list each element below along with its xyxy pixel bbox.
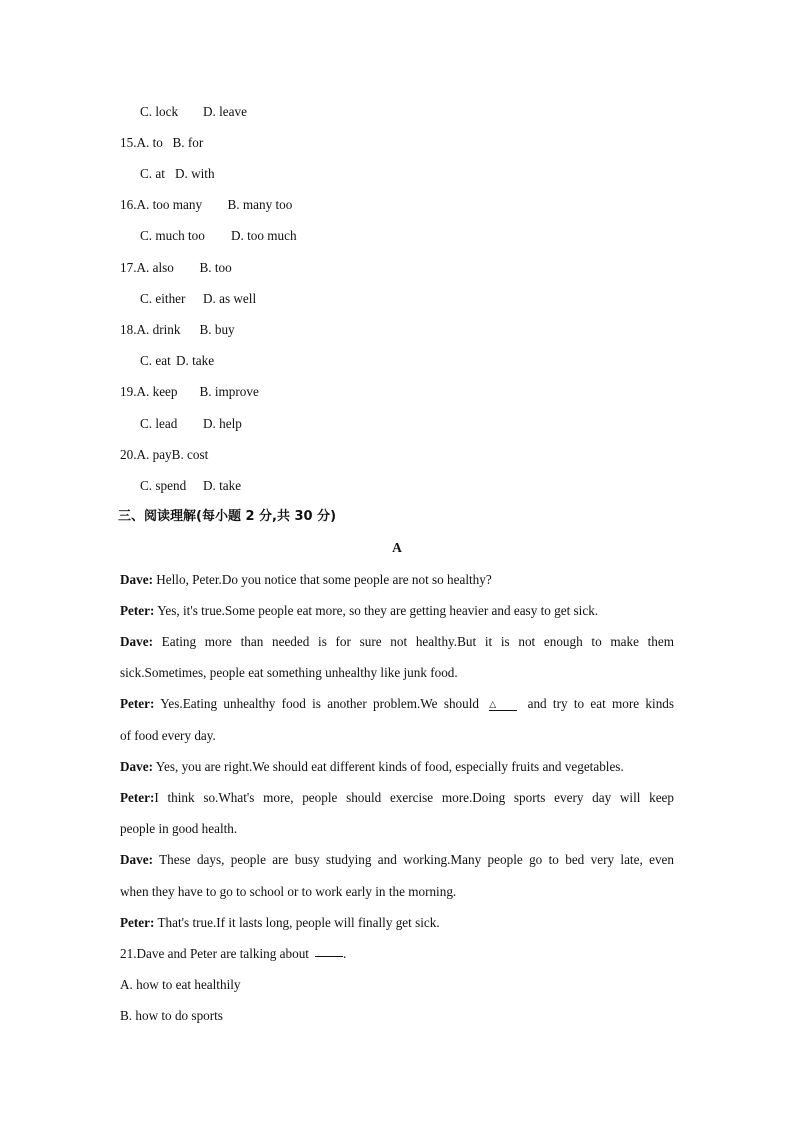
section-heading: 三、阅读理解(每小题 2 分,共 30 分): [118, 509, 337, 524]
option-text: B. how to do sports: [120, 1008, 223, 1023]
q17-options-ab: [120, 259, 232, 277]
q20-options-cd: [140, 477, 241, 495]
q15-option-a: A. to: [136, 135, 163, 150]
dialogue-text: That's true.If it lasts long, people will finally get sick.: [157, 915, 440, 930]
q18-option-c: C. eat: [140, 353, 171, 368]
q20-option-b: B. cost: [171, 447, 209, 462]
dialogue-text: Hello, Peter.Do you notice that some people are not so healthy?: [156, 572, 492, 587]
dialogue-text: Eating more than needed is for sure not healthy.But it is not enough to make them: [161, 634, 674, 649]
dialogue-text: of food every day.: [120, 728, 216, 743]
dialogue-line-4a: [120, 695, 674, 713]
dialogue-text: Yes, you are right.We should eat different kinds of food, especially fruits and vegetables.: [155, 759, 624, 774]
speaker-peter: Peter:: [120, 696, 155, 711]
dialogue-line-7a: [120, 851, 674, 869]
q18-option-d: D. take: [176, 353, 215, 368]
q17-option-b: B. too: [199, 260, 232, 275]
q18-number: 18.: [120, 322, 137, 337]
q17-number: 17.: [120, 260, 137, 275]
speaker-peter: Peter:: [120, 790, 155, 805]
answer-blank: [315, 946, 343, 957]
dialogue-line-6a: [120, 789, 674, 807]
q16-options-cd: [140, 227, 297, 245]
q16-option-d: D. too much: [231, 228, 297, 243]
speaker-peter: Peter:: [120, 915, 155, 930]
q16-option-a: A. too many: [136, 197, 203, 212]
q19-option-c: C. lead: [140, 416, 178, 431]
q15-number: 15.: [120, 135, 137, 150]
dialogue-line-3b: [120, 664, 674, 682]
speaker-dave: Dave:: [120, 852, 153, 867]
q19-options-cd: [140, 415, 242, 433]
dialogue-line-5: [120, 758, 674, 776]
q18-options-ab: [120, 321, 235, 339]
dialogue-line-2: [120, 602, 674, 620]
speaker-dave: Dave:: [120, 572, 153, 587]
q17-option-d: D. as well: [203, 291, 257, 306]
q19-option-b: B. improve: [199, 384, 259, 399]
passage-label: A: [392, 540, 402, 555]
question-period: .: [342, 946, 347, 961]
q14-option-c: C. lock: [140, 104, 179, 119]
dialogue-text: when they have to go to school or to work early in the morning.: [120, 884, 457, 899]
q16-number: 16.: [120, 197, 137, 212]
q14-option-d: D. leave: [203, 104, 247, 119]
dialogue-line-6b: [120, 820, 674, 838]
dialogue-text: I think so.What's more, people should exercise more.Doing sports every day will keep: [154, 790, 674, 805]
dialogue-line-7b: [120, 883, 674, 901]
q19-option-d: D. help: [203, 416, 242, 431]
answer-blank-triangle: △: [489, 698, 517, 711]
speaker-dave: Dave:: [120, 759, 153, 774]
speaker-peter: Peter:: [120, 603, 155, 618]
q20-option-d: D. take: [203, 478, 242, 493]
dialogue-line-1: [120, 571, 674, 589]
q20-options-ab: [120, 446, 208, 464]
question-text: 21.Dave and Peter are talking about: [120, 946, 309, 961]
q18-option-a: A. drink: [136, 322, 181, 337]
dialogue-text: people in good health.: [120, 821, 238, 836]
question-21-stem: [120, 945, 674, 963]
question-21-option-a: [120, 976, 674, 994]
q16-options-ab: [120, 196, 292, 214]
q16-option-b: B. many too: [227, 197, 293, 212]
q18-option-b: B. buy: [199, 322, 235, 337]
q20-number: 20.: [120, 447, 137, 462]
q15-option-c: C. at: [140, 166, 165, 181]
dialogue-text: Yes, it's true.Some people eat more, so they are getting heavier and easy to get sick.: [157, 603, 599, 618]
q19-number: 19.: [120, 384, 137, 399]
dialogue-text: These days, people are busy studying and working.Many people go to bed very late, even: [159, 852, 674, 867]
q17-option-a: A. also: [136, 260, 174, 275]
dialogue-text: sick.Sometimes, people eat something unhealthy like junk food.: [120, 665, 458, 680]
dialogue-line-8: [120, 914, 674, 932]
dialogue-text: Yes.Eating unhealthy food is another problem.We should: [160, 696, 479, 711]
q15-options-ab: [120, 134, 203, 152]
speaker-dave: Dave:: [120, 634, 153, 649]
q19-option-a: A. keep: [136, 384, 178, 399]
q18-options-cd: [140, 352, 214, 370]
question-21-option-b: [120, 1007, 674, 1025]
dialogue-text: and try to eat more kinds: [527, 696, 674, 711]
q19-options-ab: [120, 383, 259, 401]
option-text: A. how to eat healthily: [120, 977, 241, 992]
q15-options-cd: [140, 165, 215, 183]
q15-option-d: D. with: [175, 166, 215, 181]
dialogue-line-3a: [120, 633, 674, 651]
q14-options-cd: [140, 103, 247, 121]
dialogue-line-4b: [120, 727, 674, 745]
q15-option-b: B. for: [172, 135, 204, 150]
q16-option-c: C. much too: [140, 228, 205, 243]
q17-options-cd: [140, 290, 256, 308]
q20-option-c: C. spend: [140, 478, 187, 493]
q17-option-c: C. either: [140, 291, 186, 306]
q20-option-a: A. pay: [136, 447, 172, 462]
